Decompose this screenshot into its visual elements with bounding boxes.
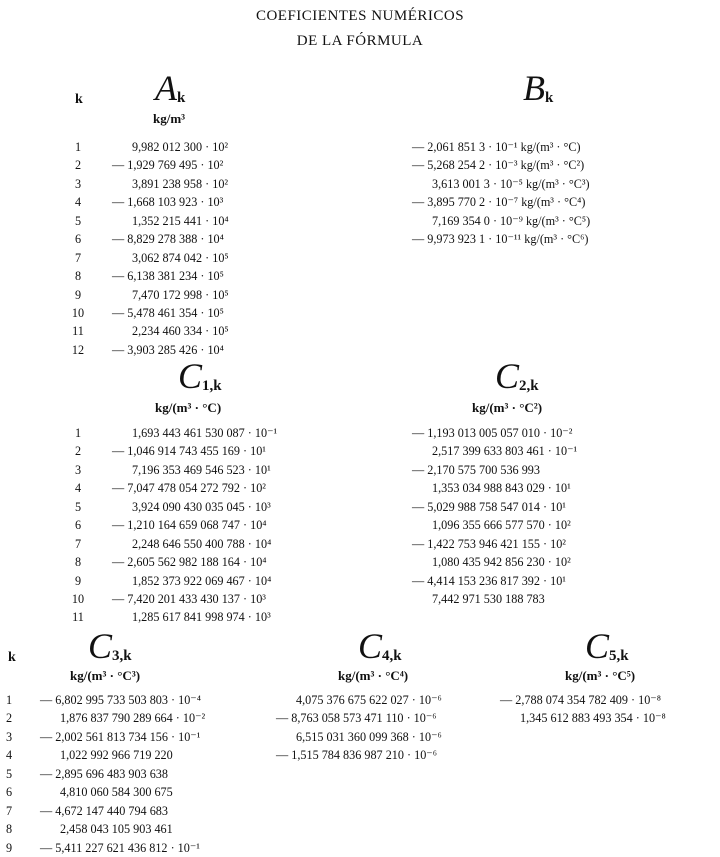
coefficient-value: 1,080 435 942 856 230 · 10² xyxy=(432,555,571,570)
c5-k-symbol: $C_{5,k}$ xyxy=(585,626,629,666)
coefficient-value: 6,515 031 360 099 368 · 10⁻⁶ xyxy=(296,729,442,744)
k-index: 1 xyxy=(74,426,82,440)
coefficient-value: 7,442 971 530 188 783 xyxy=(432,591,545,606)
k-index: 3 xyxy=(74,176,82,191)
c3-k-symbol: $C_{3,k}$ xyxy=(88,626,132,666)
coefficient-value: — 5,411 227 621 436 812 · 10⁻¹ xyxy=(40,840,200,855)
k-index: 7 xyxy=(5,803,13,818)
coefficient-value: 7,196 353 469 546 523 · 10¹ xyxy=(132,462,271,477)
title-line-2: DE LA FÓRMULA xyxy=(296,33,424,49)
k-index: 7 xyxy=(74,250,82,265)
k-index: 5 xyxy=(74,499,82,514)
coefficient-value: — 3,895 770 2 · 10⁻⁷ kg/(m³ · °C⁴) xyxy=(412,195,586,210)
coefficient-value: 1,852 373 922 069 467 · 10⁴ xyxy=(132,573,272,588)
coefficient-value: — 9,973 923 1 · 10⁻¹¹ kg/(m³ · °C⁶) xyxy=(412,232,589,247)
c1-k-unit: kg/(m³ · °C) xyxy=(155,400,222,415)
title-line-1: COEFICIENTES NUMÉRICOS xyxy=(255,8,465,24)
k-index: 9 xyxy=(74,287,82,302)
coefficient-value: — 7,047 478 054 272 792 · 10² xyxy=(112,481,266,496)
c2-k-unit: kg/(m³ · °C²) xyxy=(472,400,543,415)
coefficient-value: 3,613 001 3 · 10⁻⁵ kg/(m³ · °C³) xyxy=(432,176,590,191)
coefficient-value: — 1,046 914 743 455 169 · 10¹ xyxy=(112,444,266,459)
k-header-bottom: k xyxy=(8,650,16,665)
c1-k-values xyxy=(112,424,277,627)
coefficient-value: 1,345 612 883 493 354 · 10⁻⁸ xyxy=(520,711,666,726)
k-index: 4 xyxy=(74,195,82,210)
coefficient-value: — 2,788 074 354 782 409 · 10⁻⁸ xyxy=(500,693,661,707)
coefficient-value: 1,352 215 441 · 10⁴ xyxy=(132,213,229,228)
k-index: 8 xyxy=(74,555,82,570)
coefficient-value: 3,924 090 430 035 045 · 10³ xyxy=(132,499,271,514)
k-index-column-a xyxy=(64,138,92,359)
a-k-values xyxy=(112,138,229,359)
c5-k-values xyxy=(500,691,666,728)
coefficient-value: 3,891 238 958 · 10² xyxy=(132,176,229,191)
coefficient-value: 1,876 837 790 289 664 · 10⁻² xyxy=(60,711,206,726)
coefficient-value: — 2,002 561 813 734 156 · 10⁻¹ xyxy=(40,729,201,744)
c5-k-unit: kg/(m³ · °C⁵) xyxy=(565,668,636,683)
coefficient-value: — 6,138 381 234 · 10⁵ xyxy=(112,269,224,284)
coefficient-value: 3,062 874 042 · 10⁵ xyxy=(132,250,229,265)
c4-k-unit: kg/(m³ · °C⁴) xyxy=(338,668,409,683)
c4-k-symbol: $C_{4,k}$ xyxy=(358,626,402,666)
k-index: 2 xyxy=(74,158,82,173)
k-index: 11 xyxy=(72,324,84,339)
coefficient-value: — 7,420 201 433 430 137 · 10³ xyxy=(112,591,266,606)
k-index: 1 xyxy=(5,693,13,707)
k-index: 6 xyxy=(74,518,82,533)
k-index: 11 xyxy=(72,610,84,625)
coefficient-value: 2,458 043 105 903 461 xyxy=(60,822,173,837)
coefficient-value: 1,096 355 666 577 570 · 10² xyxy=(432,518,571,533)
c3-k-unit: kg/(m³ · °C³) xyxy=(70,668,141,683)
b-k-symbol: $B_k$ xyxy=(523,68,554,108)
k-index: 5 xyxy=(5,766,13,781)
coefficient-value: — 1,422 753 946 421 155 · 10² xyxy=(412,536,566,551)
b-k-values xyxy=(412,138,590,249)
coefficient-value: 4,810 060 584 300 675 xyxy=(60,785,173,800)
k-index-column-d xyxy=(0,691,18,857)
c3-k-values xyxy=(40,691,205,857)
coefficient-value: 1,353 034 988 843 029 · 10¹ xyxy=(432,481,571,496)
k-index: 4 xyxy=(74,481,82,496)
coefficient-value: 1,022 992 966 719 220 xyxy=(60,748,173,763)
c2-k-symbol: $C_{2,k}$ xyxy=(495,356,539,396)
coefficient-value: — 5,029 988 758 547 014 · 10¹ xyxy=(412,499,566,514)
k-index: 10 xyxy=(71,591,85,606)
k-index: 4 xyxy=(5,748,13,763)
coefficient-value: — 2,605 562 982 188 164 · 10⁴ xyxy=(112,555,267,570)
coefficient-value: — 8,829 278 388 · 10⁴ xyxy=(112,232,224,247)
coefficient-value: 1,285 617 841 998 974 · 10³ xyxy=(132,610,271,625)
k-index: 2 xyxy=(74,444,82,459)
coefficient-value: 7,169 354 0 · 10⁻⁹ kg/(m³ · °C⁵) xyxy=(432,213,591,228)
k-index: 8 xyxy=(74,269,82,284)
k-index: 12 xyxy=(71,342,85,357)
coefficient-value: — 6,802 995 733 503 803 · 10⁻⁴ xyxy=(40,693,201,707)
k-index: 1 xyxy=(74,140,82,154)
k-index: 3 xyxy=(5,729,13,744)
coefficient-value: — 8,763 058 573 471 110 · 10⁻⁶ xyxy=(276,711,437,726)
k-index: 6 xyxy=(74,232,82,247)
coefficient-value: 2,248 646 550 400 788 · 10⁴ xyxy=(132,536,272,551)
k-index: 6 xyxy=(5,785,13,800)
k-index: 8 xyxy=(5,822,13,837)
c4-k-values xyxy=(276,691,442,765)
k-index: 5 xyxy=(74,213,82,228)
coefficient-value: — 5,478 461 354 · 10⁵ xyxy=(112,305,224,320)
coefficient-value: — 4,414 153 236 817 392 · 10¹ xyxy=(412,573,566,588)
coefficient-value: — 3,903 285 426 · 10⁴ xyxy=(112,342,224,357)
k-index: 2 xyxy=(5,711,13,726)
k-index: 10 xyxy=(71,305,85,320)
coefficient-value: — 1,210 164 659 068 747 · 10⁴ xyxy=(112,518,267,533)
coefficient-value: — 4,672 147 440 794 683 xyxy=(40,803,168,818)
coefficient-value: 1,693 443 461 530 087 · 10⁻¹ xyxy=(132,426,278,440)
coefficient-value: 4,075 376 675 622 027 · 10⁻⁶ xyxy=(296,693,442,707)
coefficient-value: 2,234 460 334 · 10⁵ xyxy=(132,324,229,339)
k-index: 9 xyxy=(74,573,82,588)
k-index: 9 xyxy=(5,840,13,855)
coefficient-value: — 2,170 575 700 536 993 xyxy=(412,462,540,477)
k-index: 3 xyxy=(74,462,82,477)
coefficient-value: — 1,515 784 836 987 210 · 10⁻⁶ xyxy=(276,748,437,763)
k-index: 7 xyxy=(74,536,82,551)
coefficient-value: — 1,668 103 923 · 10³ xyxy=(112,195,224,210)
coefficient-value: — 5,268 254 2 · 10⁻³ kg/(m³ · °C²) xyxy=(412,158,585,173)
coefficient-value: — 1,193 013 005 057 010 · 10⁻² xyxy=(412,426,573,440)
a-k-unit: kg/m³ xyxy=(153,111,186,126)
a-k-symbol: $A_k$ xyxy=(155,68,186,108)
coefficient-value: — 2,061 851 3 · 10⁻¹ kg/(m³ · °C) xyxy=(412,140,581,154)
coefficient-value: 2,517 399 633 803 461 · 10⁻¹ xyxy=(432,444,578,459)
c1-k-symbol: $C_{1,k}$ xyxy=(178,356,222,396)
k-index-column-c xyxy=(64,424,92,627)
coefficient-value: — 2,895 696 483 903 638 xyxy=(40,766,168,781)
coefficient-value: 9,982 012 300 · 10² xyxy=(132,140,229,154)
coefficient-value: 7,470 172 998 · 10⁵ xyxy=(132,287,229,302)
coefficient-value: — 1,929 769 495 · 10² xyxy=(112,158,224,173)
k-header-top: k xyxy=(75,92,83,107)
c2-k-values xyxy=(412,424,577,608)
